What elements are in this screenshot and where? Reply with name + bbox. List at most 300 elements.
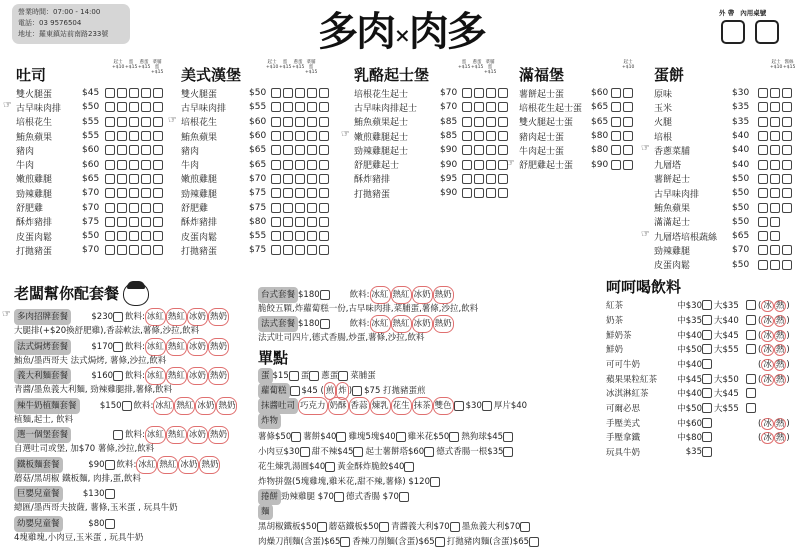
takeout-checkbox[interactable]: [721, 20, 745, 44]
item-option-checkbox[interactable]: [283, 174, 293, 184]
item-option-checkbox[interactable]: [117, 188, 127, 198]
item-option-checkbox[interactable]: [758, 203, 768, 213]
item-option-checkbox[interactable]: [129, 245, 139, 255]
item-option-checkbox[interactable]: [319, 245, 329, 255]
item-option-checkbox[interactable]: [486, 174, 496, 184]
item-option-checkbox[interactable]: [462, 174, 472, 184]
large-checkbox[interactable]: [746, 403, 756, 413]
checkbox[interactable]: [482, 401, 492, 411]
medium-checkbox[interactable]: [702, 344, 712, 354]
item-option-checkbox[interactable]: [105, 245, 115, 255]
combo-checkbox[interactable]: [320, 319, 330, 329]
medium-checkbox[interactable]: [702, 374, 712, 384]
item-option-checkbox[interactable]: [307, 245, 317, 255]
drink-option[interactable]: 熱奶: [208, 367, 229, 385]
checkbox[interactable]: [503, 447, 513, 457]
item-option-checkbox[interactable]: [782, 245, 792, 255]
hot-option[interactable]: 熱: [775, 418, 785, 429]
item-option-checkbox[interactable]: [758, 245, 768, 255]
item-option-checkbox[interactable]: [623, 117, 633, 127]
item-option-checkbox[interactable]: [129, 217, 139, 227]
drink-option[interactable]: 冰奶: [195, 397, 216, 415]
item-option-checkbox[interactable]: [782, 145, 792, 155]
drink-option[interactable]: 熱紅: [166, 367, 187, 385]
medium-checkbox[interactable]: [702, 403, 712, 413]
checkbox[interactable]: [454, 401, 464, 411]
checkbox[interactable]: [399, 492, 409, 502]
item-option-checkbox[interactable]: [295, 145, 305, 155]
item-option-checkbox[interactable]: [758, 174, 768, 184]
item-option-checkbox[interactable]: [271, 203, 281, 213]
drink-option[interactable]: 熱紅: [157, 456, 178, 474]
combo-checkbox[interactable]: [113, 342, 123, 352]
item-option-checkbox[interactable]: [611, 131, 621, 141]
hot-option[interactable]: 熱: [775, 301, 785, 312]
item-option-checkbox[interactable]: [770, 131, 780, 141]
drink-option[interactable]: 冰奶: [187, 338, 208, 356]
large-checkbox[interactable]: [746, 315, 756, 325]
item-option-checkbox[interactable]: [319, 188, 329, 198]
item-option-checkbox[interactable]: [283, 231, 293, 241]
item-option-checkbox[interactable]: [141, 102, 151, 112]
checkbox[interactable]: [520, 522, 530, 532]
flavor-option[interactable]: 奶酥: [328, 397, 349, 415]
large-checkbox[interactable]: [746, 374, 756, 384]
item-option-checkbox[interactable]: [153, 131, 163, 141]
item-option-checkbox[interactable]: [462, 117, 472, 127]
medium-checkbox[interactable]: [702, 359, 712, 369]
item-option-checkbox[interactable]: [105, 131, 115, 141]
item-option-checkbox[interactable]: [770, 203, 780, 213]
item-option-checkbox[interactable]: [295, 231, 305, 241]
item-option-checkbox[interactable]: [153, 203, 163, 213]
item-option-checkbox[interactable]: [141, 160, 151, 170]
item-option-checkbox[interactable]: [623, 88, 633, 98]
item-option-checkbox[interactable]: [758, 88, 768, 98]
item-option-checkbox[interactable]: [770, 245, 780, 255]
item-option-checkbox[interactable]: [486, 102, 496, 112]
item-option-checkbox[interactable]: [758, 160, 768, 170]
item-option-checkbox[interactable]: [611, 102, 621, 112]
ice-option[interactable]: 冰: [763, 374, 772, 385]
item-option-checkbox[interactable]: [117, 231, 127, 241]
item-option-checkbox[interactable]: [462, 145, 472, 155]
item-option-checkbox[interactable]: [295, 131, 305, 141]
checkbox[interactable]: [317, 522, 327, 532]
item-option-checkbox[interactable]: [117, 245, 127, 255]
item-option-checkbox[interactable]: [141, 145, 151, 155]
drink-option[interactable]: 冰紅: [136, 456, 157, 474]
item-option-checkbox[interactable]: [141, 203, 151, 213]
item-option-checkbox[interactable]: [611, 117, 621, 127]
checkbox[interactable]: [424, 447, 434, 457]
drink-option[interactable]: 冰紅: [145, 338, 166, 356]
item-option-checkbox[interactable]: [117, 117, 127, 127]
fry-option[interactable]: 炸: [336, 382, 349, 400]
drink-option[interactable]: 熱奶: [208, 338, 229, 356]
item-option-checkbox[interactable]: [474, 102, 484, 112]
item-option-checkbox[interactable]: [153, 188, 163, 198]
checkbox[interactable]: [352, 386, 362, 396]
item-option-checkbox[interactable]: [283, 160, 293, 170]
item-option-checkbox[interactable]: [770, 217, 780, 227]
flavor-option[interactable]: 抹茶: [412, 397, 433, 415]
item-option-checkbox[interactable]: [770, 231, 780, 241]
drink-option[interactable]: 冰紅: [145, 426, 166, 444]
large-checkbox[interactable]: [746, 344, 756, 354]
item-option-checkbox[interactable]: [498, 174, 508, 184]
table-number-box[interactable]: [755, 20, 779, 44]
item-option-checkbox[interactable]: [319, 231, 329, 241]
item-option-checkbox[interactable]: [141, 188, 151, 198]
item-option-checkbox[interactable]: [486, 131, 496, 141]
drink-option[interactable]: 冰紅: [153, 397, 174, 415]
drink-option[interactable]: 熱紅: [391, 286, 412, 304]
item-option-checkbox[interactable]: [129, 117, 139, 127]
hot-option[interactable]: 熱: [775, 345, 785, 356]
large-checkbox[interactable]: [746, 330, 756, 340]
item-option-checkbox[interactable]: [758, 131, 768, 141]
item-option-checkbox[interactable]: [758, 145, 768, 155]
combo-checkbox[interactable]: [320, 290, 330, 300]
item-option-checkbox[interactable]: [129, 102, 139, 112]
item-option-checkbox[interactable]: [141, 117, 151, 127]
egg-option-checkbox[interactable]: [309, 371, 319, 381]
combo-checkbox[interactable]: [113, 371, 123, 381]
item-option-checkbox[interactable]: [758, 117, 768, 127]
item-option-checkbox[interactable]: [283, 117, 293, 127]
item-option-checkbox[interactable]: [498, 145, 508, 155]
item-option-checkbox[interactable]: [307, 131, 317, 141]
ice-option[interactable]: 冰: [763, 301, 772, 312]
flavor-option[interactable]: 花生: [391, 397, 412, 415]
large-checkbox[interactable]: [746, 300, 756, 310]
item-option-checkbox[interactable]: [462, 88, 472, 98]
checkbox[interactable]: [396, 432, 406, 442]
drink-option[interactable]: 熱奶: [433, 315, 454, 333]
medium-checkbox[interactable]: [702, 418, 712, 428]
medium-checkbox[interactable]: [702, 432, 712, 442]
item-option-checkbox[interactable]: [307, 117, 317, 127]
item-option-checkbox[interactable]: [319, 131, 329, 141]
checkbox[interactable]: [290, 386, 300, 396]
item-option-checkbox[interactable]: [758, 188, 768, 198]
item-option-checkbox[interactable]: [141, 88, 151, 98]
item-option-checkbox[interactable]: [117, 88, 127, 98]
item-option-checkbox[interactable]: [498, 102, 508, 112]
checkbox[interactable]: [291, 432, 301, 442]
item-option-checkbox[interactable]: [295, 188, 305, 198]
item-option-checkbox[interactable]: [153, 145, 163, 155]
item-option-checkbox[interactable]: [307, 231, 317, 241]
drink-option[interactable]: 熱奶: [433, 286, 454, 304]
item-option-checkbox[interactable]: [105, 217, 115, 227]
item-option-checkbox[interactable]: [117, 174, 127, 184]
item-option-checkbox[interactable]: [153, 217, 163, 227]
checkbox[interactable]: [379, 522, 389, 532]
item-option-checkbox[interactable]: [129, 188, 139, 198]
item-option-checkbox[interactable]: [271, 117, 281, 127]
item-option-checkbox[interactable]: [782, 174, 792, 184]
item-option-checkbox[interactable]: [153, 102, 163, 112]
flavor-option[interactable]: 煉乳: [370, 397, 391, 415]
item-option-checkbox[interactable]: [498, 117, 508, 127]
item-option-checkbox[interactable]: [782, 117, 792, 127]
item-option-checkbox[interactable]: [474, 145, 484, 155]
item-option-checkbox[interactable]: [153, 88, 163, 98]
medium-checkbox[interactable]: [702, 447, 712, 457]
checkbox[interactable]: [353, 447, 363, 457]
item-option-checkbox[interactable]: [295, 174, 305, 184]
drink-option[interactable]: 熱紅: [174, 397, 195, 415]
item-option-checkbox[interactable]: [770, 174, 780, 184]
item-option-checkbox[interactable]: [105, 88, 115, 98]
item-option-checkbox[interactable]: [141, 174, 151, 184]
item-option-checkbox[interactable]: [271, 245, 281, 255]
item-option-checkbox[interactable]: [307, 102, 317, 112]
combo-checkbox[interactable]: [105, 519, 115, 529]
item-option-checkbox[interactable]: [782, 131, 792, 141]
item-option-checkbox[interactable]: [129, 203, 139, 213]
item-option-checkbox[interactable]: [307, 203, 317, 213]
combo-checkbox[interactable]: [105, 489, 115, 499]
item-option-checkbox[interactable]: [486, 145, 496, 155]
item-option-checkbox[interactable]: [283, 131, 293, 141]
item-option-checkbox[interactable]: [623, 102, 633, 112]
checkbox[interactable]: [435, 537, 445, 547]
item-option-checkbox[interactable]: [295, 88, 305, 98]
item-option-checkbox[interactable]: [474, 160, 484, 170]
item-option-checkbox[interactable]: [486, 188, 496, 198]
item-option-checkbox[interactable]: [758, 102, 768, 112]
item-option-checkbox[interactable]: [758, 260, 768, 270]
combo-checkbox[interactable]: [105, 460, 115, 470]
item-option-checkbox[interactable]: [153, 174, 163, 184]
drink-option[interactable]: 熱紅: [166, 426, 187, 444]
item-option-checkbox[interactable]: [770, 88, 780, 98]
item-option-checkbox[interactable]: [319, 117, 329, 127]
item-option-checkbox[interactable]: [498, 188, 508, 198]
item-option-checkbox[interactable]: [105, 174, 115, 184]
hot-option[interactable]: 熱: [775, 374, 785, 385]
drink-option[interactable]: 熱紅: [166, 308, 187, 326]
ice-option[interactable]: 冰: [763, 359, 772, 370]
hot-option[interactable]: 熱: [775, 359, 785, 370]
hot-option[interactable]: 熱: [775, 433, 785, 444]
flavor-option[interactable]: 巧克力: [298, 397, 328, 415]
checkbox[interactable]: [336, 432, 346, 442]
item-option-checkbox[interactable]: [782, 188, 792, 198]
egg-option-checkbox[interactable]: [289, 371, 299, 381]
item-option-checkbox[interactable]: [782, 203, 792, 213]
item-option-checkbox[interactable]: [474, 174, 484, 184]
item-option-checkbox[interactable]: [105, 188, 115, 198]
item-option-checkbox[interactable]: [474, 88, 484, 98]
drink-option[interactable]: 熱奶: [208, 426, 229, 444]
egg-option-checkbox[interactable]: [338, 371, 348, 381]
item-option-checkbox[interactable]: [758, 217, 768, 227]
drink-option[interactable]: 冰紅: [370, 286, 391, 304]
drink-option[interactable]: 熱奶: [216, 397, 237, 415]
item-option-checkbox[interactable]: [105, 117, 115, 127]
item-option-checkbox[interactable]: [271, 160, 281, 170]
item-option-checkbox[interactable]: [153, 231, 163, 241]
item-option-checkbox[interactable]: [319, 203, 329, 213]
drink-option[interactable]: 熱紅: [166, 338, 187, 356]
checkbox[interactable]: [450, 522, 460, 532]
item-option-checkbox[interactable]: [319, 160, 329, 170]
checkbox[interactable]: [529, 537, 539, 547]
drink-option[interactable]: 冰奶: [178, 456, 199, 474]
item-option-checkbox[interactable]: [474, 117, 484, 127]
item-option-checkbox[interactable]: [141, 217, 151, 227]
drink-option[interactable]: 冰奶: [187, 426, 208, 444]
item-option-checkbox[interactable]: [105, 160, 115, 170]
drink-option[interactable]: 熱奶: [199, 456, 220, 474]
item-option-checkbox[interactable]: [271, 231, 281, 241]
item-option-checkbox[interactable]: [623, 145, 633, 155]
ice-option[interactable]: 冰: [763, 345, 772, 356]
medium-checkbox[interactable]: [702, 300, 712, 310]
item-option-checkbox[interactable]: [117, 217, 127, 227]
item-option-checkbox[interactable]: [105, 145, 115, 155]
large-checkbox[interactable]: [746, 388, 756, 398]
item-option-checkbox[interactable]: [271, 217, 281, 227]
item-option-checkbox[interactable]: [623, 160, 633, 170]
combo-checkbox[interactable]: [122, 401, 132, 411]
item-option-checkbox[interactable]: [129, 88, 139, 98]
item-option-checkbox[interactable]: [117, 131, 127, 141]
checkbox[interactable]: [325, 462, 335, 472]
checkbox[interactable]: [430, 477, 440, 487]
item-option-checkbox[interactable]: [307, 188, 317, 198]
item-option-checkbox[interactable]: [129, 174, 139, 184]
item-option-checkbox[interactable]: [611, 160, 621, 170]
ice-option[interactable]: 冰: [763, 433, 772, 444]
drink-option[interactable]: 冰紅: [145, 308, 166, 326]
item-option-checkbox[interactable]: [271, 102, 281, 112]
item-option-checkbox[interactable]: [105, 203, 115, 213]
item-option-checkbox[interactable]: [283, 203, 293, 213]
item-option-checkbox[interactable]: [319, 145, 329, 155]
checkbox[interactable]: [340, 537, 350, 547]
item-option-checkbox[interactable]: [129, 160, 139, 170]
item-option-checkbox[interactable]: [462, 188, 472, 198]
item-option-checkbox[interactable]: [782, 102, 792, 112]
item-option-checkbox[interactable]: [770, 260, 780, 270]
item-option-checkbox[interactable]: [307, 174, 317, 184]
item-option-checkbox[interactable]: [105, 102, 115, 112]
item-option-checkbox[interactable]: [498, 131, 508, 141]
item-option-checkbox[interactable]: [283, 188, 293, 198]
item-option-checkbox[interactable]: [105, 231, 115, 241]
item-option-checkbox[interactable]: [770, 188, 780, 198]
drink-option[interactable]: 冰紅: [370, 315, 391, 333]
drink-option[interactable]: 冰奶: [412, 286, 433, 304]
drink-option[interactable]: 熱紅: [391, 315, 412, 333]
item-option-checkbox[interactable]: [307, 217, 317, 227]
item-option-checkbox[interactable]: [271, 88, 281, 98]
item-option-checkbox[interactable]: [141, 245, 151, 255]
item-option-checkbox[interactable]: [474, 188, 484, 198]
checkbox[interactable]: [300, 447, 310, 457]
checkbox[interactable]: [449, 432, 459, 442]
item-option-checkbox[interactable]: [319, 102, 329, 112]
drink-option[interactable]: 冰奶: [187, 367, 208, 385]
item-option-checkbox[interactable]: [770, 160, 780, 170]
item-option-checkbox[interactable]: [307, 145, 317, 155]
item-option-checkbox[interactable]: [462, 102, 472, 112]
item-option-checkbox[interactable]: [611, 145, 621, 155]
item-option-checkbox[interactable]: [129, 131, 139, 141]
item-option-checkbox[interactable]: [474, 131, 484, 141]
item-option-checkbox[interactable]: [129, 145, 139, 155]
item-option-checkbox[interactable]: [295, 217, 305, 227]
item-option-checkbox[interactable]: [283, 217, 293, 227]
item-option-checkbox[interactable]: [141, 131, 151, 141]
item-option-checkbox[interactable]: [770, 102, 780, 112]
item-option-checkbox[interactable]: [307, 88, 317, 98]
item-option-checkbox[interactable]: [486, 88, 496, 98]
item-option-checkbox[interactable]: [117, 145, 127, 155]
item-option-checkbox[interactable]: [295, 245, 305, 255]
item-option-checkbox[interactable]: [462, 160, 472, 170]
medium-checkbox[interactable]: [702, 315, 712, 325]
ice-option[interactable]: 冰: [763, 315, 772, 326]
item-option-checkbox[interactable]: [295, 203, 305, 213]
flavor-option[interactable]: 香蒜: [349, 397, 370, 415]
item-option-checkbox[interactable]: [283, 245, 293, 255]
item-option-checkbox[interactable]: [319, 88, 329, 98]
item-option-checkbox[interactable]: [623, 131, 633, 141]
hot-option[interactable]: 熱: [775, 330, 785, 341]
item-option-checkbox[interactable]: [271, 188, 281, 198]
item-option-checkbox[interactable]: [117, 102, 127, 112]
item-option-checkbox[interactable]: [283, 102, 293, 112]
fry-option[interactable]: 煎: [324, 382, 337, 400]
item-option-checkbox[interactable]: [129, 231, 139, 241]
item-option-checkbox[interactable]: [153, 160, 163, 170]
item-option-checkbox[interactable]: [283, 88, 293, 98]
flavor-option[interactable]: 雙色: [433, 397, 454, 415]
item-option-checkbox[interactable]: [462, 131, 472, 141]
checkbox[interactable]: [503, 432, 513, 442]
item-option-checkbox[interactable]: [486, 117, 496, 127]
medium-checkbox[interactable]: [702, 388, 712, 398]
combo-checkbox[interactable]: [113, 312, 123, 322]
item-option-checkbox[interactable]: [611, 88, 621, 98]
drink-option[interactable]: 熱奶: [208, 308, 229, 326]
item-option-checkbox[interactable]: [295, 117, 305, 127]
item-option-checkbox[interactable]: [141, 231, 151, 241]
item-option-checkbox[interactable]: [498, 88, 508, 98]
item-option-checkbox[interactable]: [770, 145, 780, 155]
ice-option[interactable]: 冰: [763, 330, 772, 341]
item-option-checkbox[interactable]: [782, 160, 792, 170]
combo-checkbox[interactable]: [113, 430, 123, 440]
item-option-checkbox[interactable]: [153, 245, 163, 255]
item-option-checkbox[interactable]: [319, 217, 329, 227]
item-option-checkbox[interactable]: [283, 145, 293, 155]
item-option-checkbox[interactable]: [271, 174, 281, 184]
medium-checkbox[interactable]: [702, 330, 712, 340]
item-option-checkbox[interactable]: [271, 131, 281, 141]
drink-option[interactable]: 冰奶: [412, 315, 433, 333]
hot-option[interactable]: 熱: [775, 315, 785, 326]
item-option-checkbox[interactable]: [295, 160, 305, 170]
item-option-checkbox[interactable]: [770, 117, 780, 127]
item-option-checkbox[interactable]: [319, 174, 329, 184]
